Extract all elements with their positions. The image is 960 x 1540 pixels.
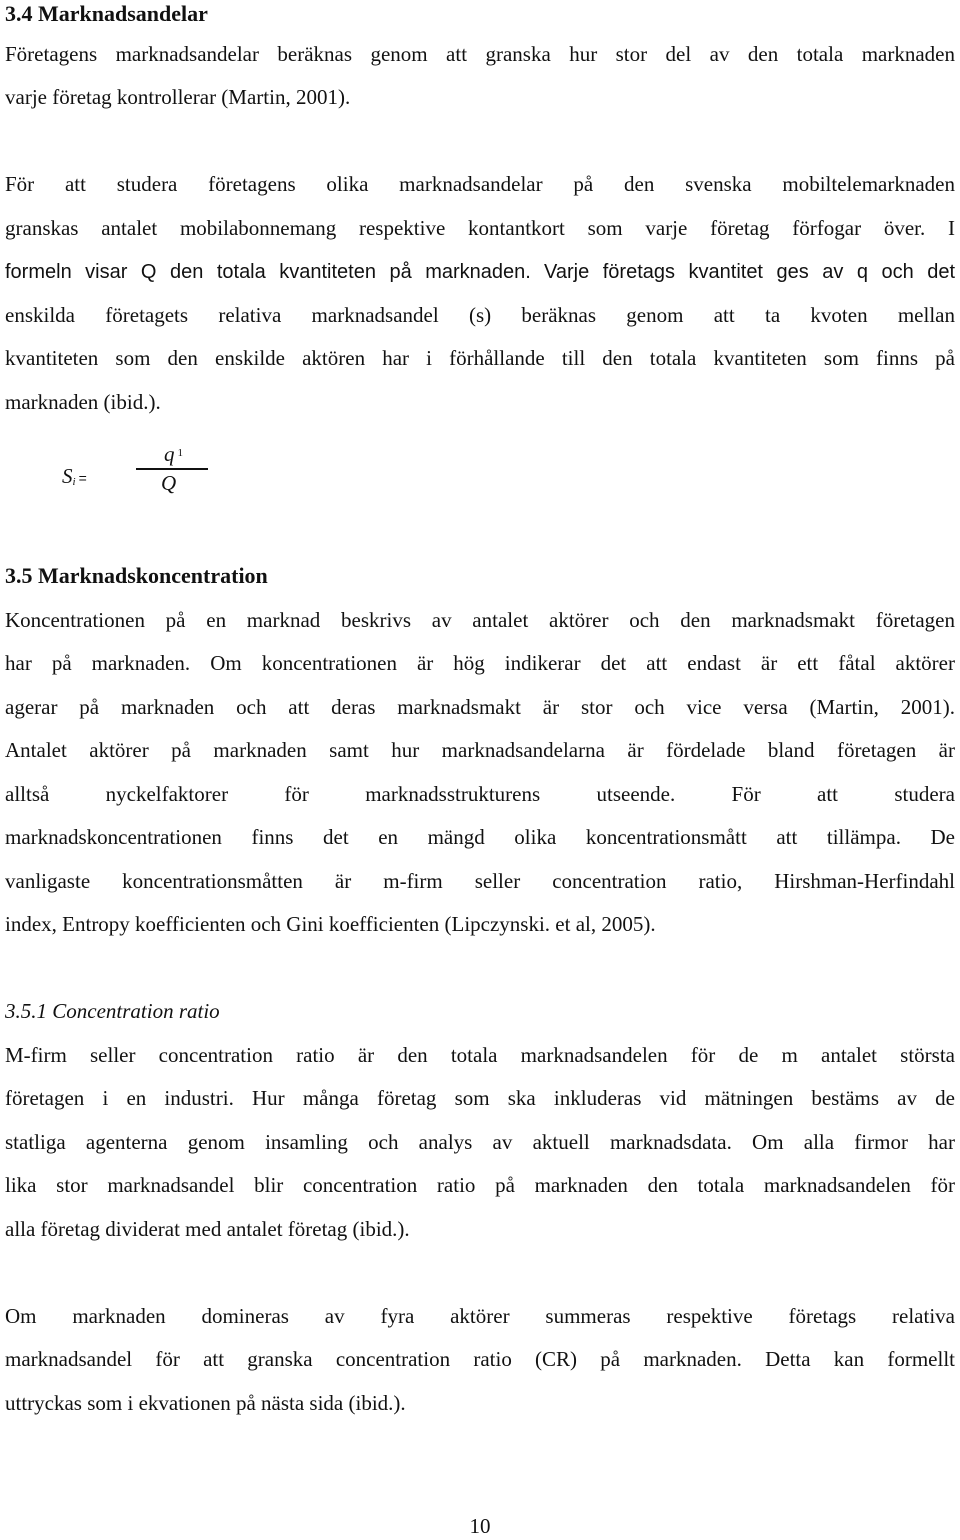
paragraph-line: kvantiteten som den enskilde aktören har i förhållande till den totala kvantiteten som finns på [5, 346, 955, 370]
paragraph-line: granskas antalet mobilabonnemang respektive kontantkort som varje företag förfogar över. I [5, 216, 955, 240]
paragraph-line: vanligaste koncentrationsmåtten är m-firm seller concentration ratio, Hirshman-Herfindahl [5, 869, 955, 893]
heading-3-4: 3.4 Marknadsandelar [5, 1, 208, 26]
paragraph-line: uttryckas som i ekvationen på nästa sida (ibid.). [5, 1391, 406, 1415]
paragraph-line: alla företag dividerat med antalet företag (ibid.). [5, 1217, 410, 1241]
paragraph-fragment-sans: formeln visar Q den totala kvantiteten på marknaden. [5, 261, 531, 283]
formula-lhs-var: S [62, 464, 73, 488]
formula-equals: = [78, 470, 87, 486]
paragraph-line: Koncentrationen på en marknad beskrivs av antalet aktörer och den marknadsmakt företagen [5, 608, 955, 632]
paragraph-line: marknaden (ibid.). [5, 390, 161, 414]
paragraph-line: Antalet aktörer på marknaden samt hur marknadsandelarna är fördelade bland företagen är [5, 738, 955, 762]
paragraph-line: alltså nyckelfaktorer för marknadsstrukturens utseende. För att studera [5, 782, 955, 806]
paragraph-line: Företagens marknadsandelar beräknas genom att granska hur stor del av den totala marknaden [5, 42, 955, 66]
formula-denominator: Q [161, 471, 177, 495]
paragraph-line: marknadskoncentrationen finns det en mängd olika koncentrationsmått att tillämpa. De [5, 825, 955, 849]
paragraph-line: lika stor marknadsandel blir concentration ratio på marknaden den totala marknadsandelen för [5, 1173, 955, 1197]
paragraph-line: statliga agenterna genom insamling och analys av aktuell marknadsdata. Om alla firmor har [5, 1130, 955, 1154]
paragraph-line: varje företag kontrollerar (Martin, 2001). [5, 85, 351, 109]
formula-lhs [62, 464, 87, 489]
market-share-formula [62, 438, 262, 508]
formula-num-var: q [164, 442, 175, 466]
heading-3-5: 3.5 Marknadskoncentration [5, 563, 268, 588]
formula-num-sub: 1 [177, 447, 183, 459]
paragraph-fragment-sans: Varje företags kvantitet ges av q och det [544, 261, 956, 283]
page-number: 10 [469, 1514, 491, 1538]
paragraph-line: enskilda företagets relativa marknadsandel (s) beräknas genom att ta kvoten mellan [5, 303, 955, 327]
paragraph-line: index, Entropy koefficienten och Gini koefficienten (Lipczynski. et al, 2005). [5, 912, 656, 936]
formula-lhs-sub: i [72, 476, 76, 488]
paragraph-line: har på marknaden. Om koncentrationen är hög indikerar det att endast är ett fåtal aktörer [5, 651, 955, 675]
paragraph-line: För att studera företagens olika marknadsandelar på den svenska mobiltelemarknaden [5, 172, 955, 196]
formula-numerator [164, 442, 183, 467]
paragraph-line: agerar på marknaden och att deras marknadsmakt är stor och vice versa (Martin, 2001). [5, 695, 955, 719]
paragraph-line: Om marknaden domineras av fyra aktörer summeras respektive företags relativa [5, 1304, 955, 1328]
paragraph-line: marknadsandel för att granska concentration ratio (CR) på marknaden. Detta kan formellt [5, 1347, 955, 1371]
paragraph-line: M-firm seller concentration ratio är den totala marknadsandelen för de m antalet största [5, 1043, 955, 1067]
paragraph-line: företagen i en industri. Hur många företag som ska inkluderas vid mätningen bestäms av de [5, 1086, 955, 1110]
paragraph-line [5, 257, 955, 286]
heading-3-5-1: 3.5.1 Concentration ratio [5, 999, 220, 1023]
fraction-bar [136, 468, 208, 470]
